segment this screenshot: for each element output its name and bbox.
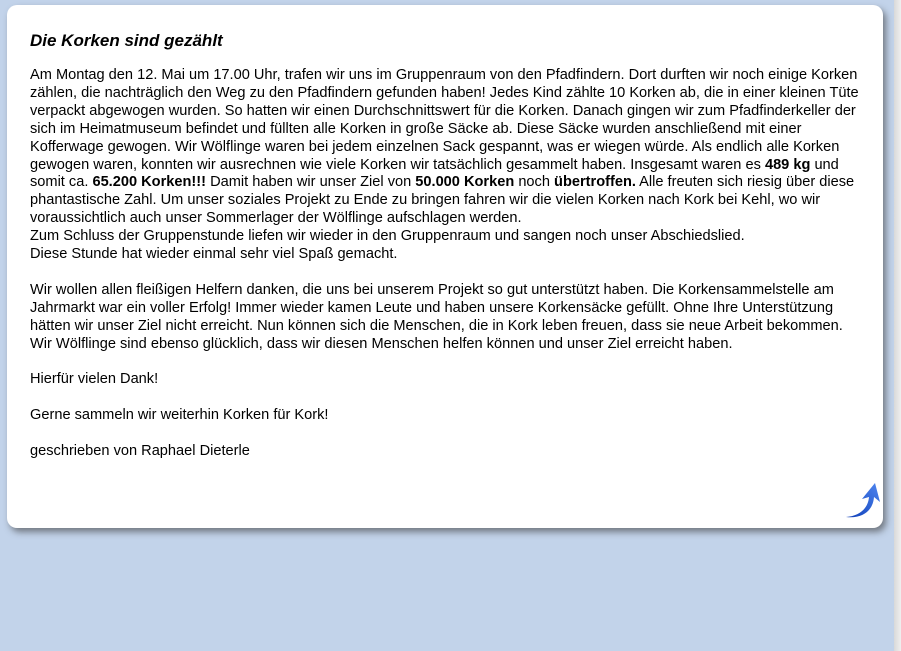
article-paragraph-ending: Zum Schluss der Gruppenstunde liefen wir wieder in den Gruppenraum und sangen noch unser Abschiedslied. [30, 228, 745, 245]
article-thanks-line: Hierfür vielen Dank! [30, 371, 159, 388]
paragraph-gap [30, 389, 866, 407]
report-text-3: Damit haben wir unser Ziel von [206, 174, 416, 191]
curved-arrow-up-icon[interactable] [845, 482, 881, 520]
paragraph-gap [30, 425, 866, 443]
article-closing-line: Gerne sammeln wir weiterhin Korken für Kork! [30, 407, 329, 424]
page-scroll-edge [894, 0, 901, 651]
report-text-5: Alle freuten sich riesig über diese phantastische Zahl. Um unser soziales Projekt zu Ende zu bringen fahren wir die vielen Korken nach Kork bei Kehl, wo wir voraussichtlich auch unser Sommerlager der Wölflinge aufschlagen werden. [30, 174, 855, 227]
paragraph-gap [30, 353, 866, 371]
article-paragraph-thanks-helpers: Wir wollen allen fleißigen Helfern danken, die uns bei unserem Projekt so gut unterstützt haben. Die Korkensammelstelle am Jahrmarkt war ein voller Erfolg! Immer wieder kamen Leute und haben unsere Korkensäcke gefüllt. Ohne Ihre Unterstützung hätten wir unser Ziel nicht erreicht. Nun können sich die Menschen, die in Kork leben freuen, dass sie neue Arbeit bekommen. Wir Wölflinge sind ebenso glücklich, dass wir diesen Menschen helfen können und unser Ziel erreicht haben. [30, 281, 843, 352]
goal-highlight: 50.000 Korken [415, 174, 515, 191]
article-author: geschrieben von Raphael Dieterle [30, 442, 250, 459]
report-text-2: und somit ca. [30, 156, 839, 191]
cork-count-highlight: 65.200 Korken!!! [92, 174, 207, 191]
article-body [30, 67, 866, 461]
paragraph-gap [30, 264, 866, 282]
article-paragraph-report [30, 67, 866, 228]
article-title: Die Korken sind gezählt [30, 31, 223, 50]
article-paragraph-fun: Diese Stunde hat wieder einmal sehr viel Spaß gemacht. [30, 246, 398, 263]
exceeded-highlight: übertroffen. [554, 174, 636, 191]
article-card [7, 5, 883, 528]
report-text-4: noch [514, 174, 555, 191]
weight-highlight: 489 kg [764, 156, 811, 173]
report-text-1: Am Montag den 12. Mai um 17.00 Uhr, trafen wir uns im Gruppenraum von den Pfadfindern. Dort durften wir noch einige Korken zählen, die nachträglich den Weg zu den Pfadfindern gefunden haben! Jedes Kind zählte 10 Korken ab, die in einer kleinen Tüte verpackt abgewogen wurden. So hatten wir einen Durchschnittswert für die Korken. Danach gingen wir zum Pfadfinderkeller der sich im Heimatmuseum befindet und füllten alle Korken in große Säcke ab. Diese Säcke wurden anschließend mit einer Kofferwage gewogen. Wir Wölflinge waren bei jedem einzelnen Sack gespannt, was er wiegen würde. Als endlich alle Korken gewogen waren, konnten wir ausrechnen wie viele Korken wir tatsächlich gesammelt haben. Insgesamt waren es [30, 67, 859, 173]
